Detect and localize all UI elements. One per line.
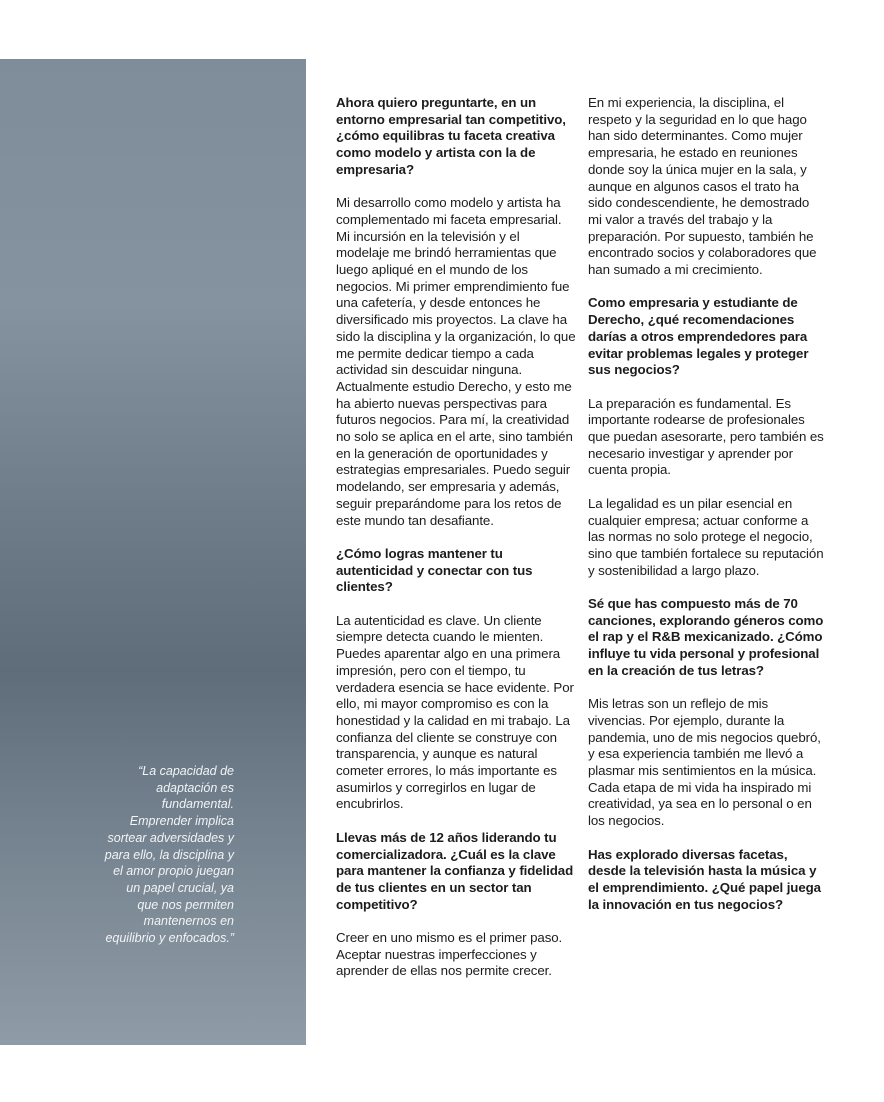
interview-answer: La preparación es fundamental. Es importante rodearse de profesionales que puedan asesorarte, pero también es necesario investigar y aprender por cuenta propia.	[588, 395, 824, 478]
interview-question: Has explorado diversas facetas, desde la televisión hasta la música y el emprendimiento. ¿Qué papel juega la innovación en tus negocios?	[588, 846, 821, 912]
interview-question: ¿Cómo logras mantener tu autenticidad y conectar con tus clientes?	[336, 545, 533, 595]
text-column-left	[336, 95, 576, 997]
text-column-right	[588, 95, 824, 930]
interview-answer: En mi experiencia, la disciplina, el respeto y la seguridad en lo que hago han sido determinantes. Como mujer empresaria, he estado en reuniones donde soy la única mujer en la sala, y aunque en algunos casos el trato ha sido condescendiente, he demostrado mi valor a través del trabajo y la preparación. Por supuesto, también he encontrado socios y colaboradores que han sumado a mi crecimiento.	[588, 95, 817, 278]
sidebar-photo-panel	[0, 59, 306, 1045]
interview-question: Ahora quiero preguntarte, en un entorno empresarial tan competitivo, ¿cómo equilibras tu faceta creativa como modelo y artista con la de empresaria?	[336, 95, 566, 177]
interview-answer: La legalidad es un pilar esencial en cualquier empresa; actuar conforme a las normas no solo protege el negocio, sino que también fortalece su reputación y sostenibilidad a largo plazo.	[588, 495, 824, 578]
interview-answer: Creer en uno mismo es el primer paso. Aceptar nuestras imperfecciones y aprender de ellas nos permite crecer.	[336, 930, 563, 979]
interview-question: Sé que has compuesto más de 70 canciones, explorando géneros como el rap y el R&B mexicanizado. ¿Cómo influye tu vida personal y profesional en la creación de tus letras?	[588, 596, 824, 678]
interview-answer: Mi desarrollo como modelo y artista ha complementado mi faceta empresarial. Mi incursión en la televisión y el modelaje me brindó herramientas que luego apliqué en el mundo de los negocios. Mi primer emprendimiento fue una cafetería, y desde entonces he diversificado mis proyectos. La clave ha sido la disciplina y la organización, lo que me permite dedicar tiempo a cada actividad sin descuidar ninguna. Actualmente estudio Derecho, y esto me ha abierto nuevas perspectivas para futuros negocios. Para mí, la creatividad no solo se aplica en el arte, sino también en la generación de oportunidades y estrategias empresariales. Puedo seguir modelando, ser empresaria y además, seguir preparándome para los retos de este mundo tan desafiante.	[336, 195, 576, 528]
interview-question: Como empresaria y estudiante de Derecho, ¿qué recomendaciones darías a otros emprendedores para evitar problemas legales y proteger sus negocios?	[588, 295, 809, 378]
interview-question: Llevas más de 12 años liderando tu comercializadora. ¿Cuál es la clave para mantener la confianza y fidelidad de tus clientes en un sector tan competitivo?	[336, 829, 574, 912]
interview-answer: La autenticidad es clave. Un cliente siempre detecta cuando le mienten. Puedes aparentar algo en una primera impresión, pero con el tiempo, tu verdadera esencia se hace evidente. Por ello, mi mayor compromiso es con la honestidad y la calidad en mi trabajo. La confianza del cliente se construye con transparencia, y aunque es natural cometer errores, lo más importante es asumirlos y corregirlos en lugar de encubrirlos.	[336, 612, 574, 812]
interview-answer: Mis letras son un reflejo de mis vivencias. Por ejemplo, durante la pandemia, uno de mis negocios quebró, y esa experiencia también me llevó a plasmar mis sentimientos en la música. Cada etapa de mi vida ha inspirado mi creatividad, ya sea en lo personal o en los negocios.	[588, 696, 821, 829]
pull-quote: “La capacidad de adaptación es fundamental. Emprender implica sortear adversidades y para ello, la disciplina y el amor propio juegan un papel crucial, ya que nos permiten mantenernos en equilibrio y enfocados.”	[104, 764, 234, 946]
